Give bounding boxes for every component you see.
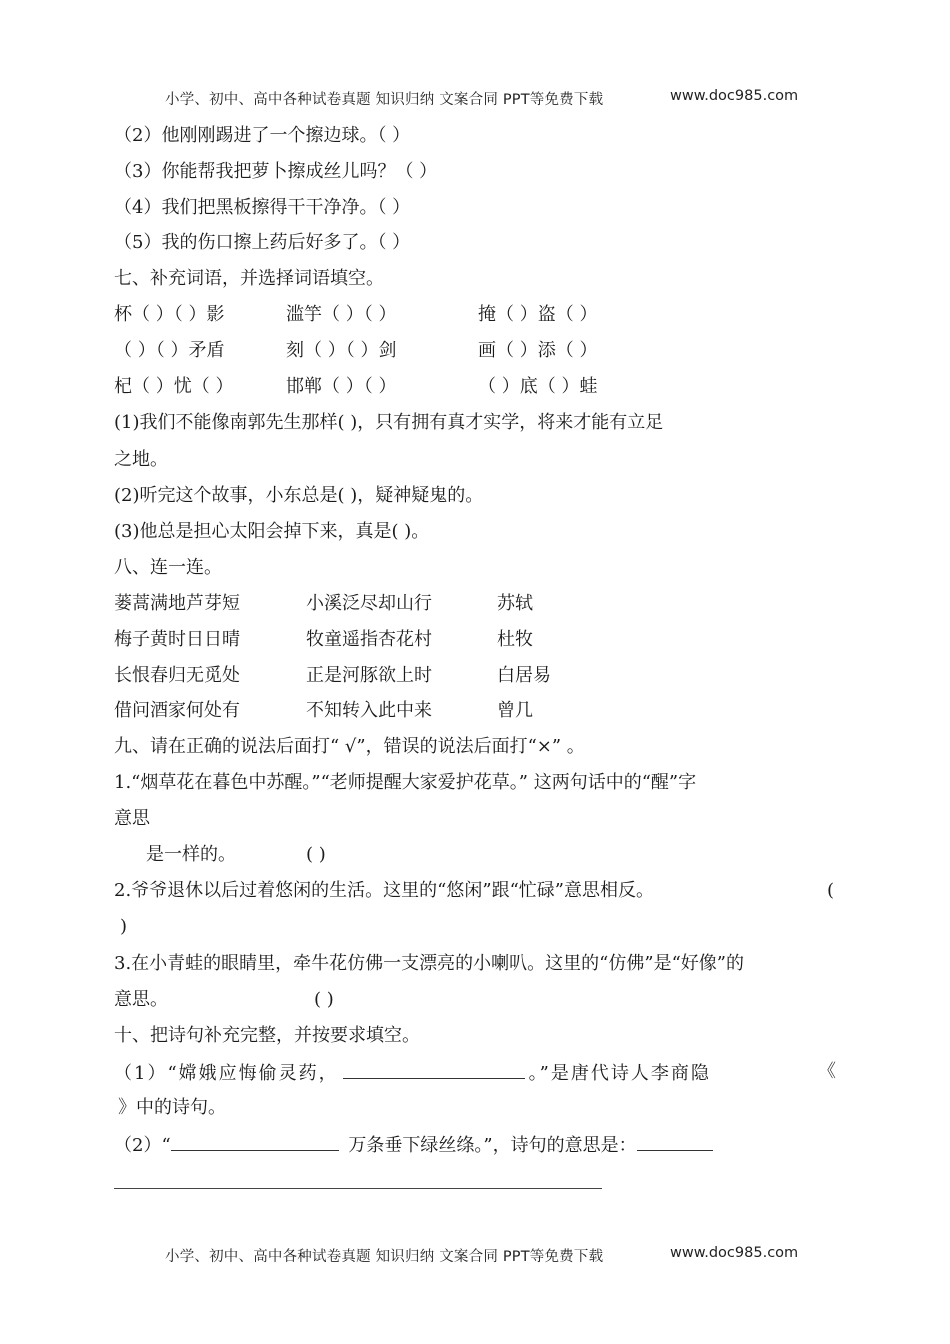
idiom-2: 滥竽（ ）（ ） [286,304,397,325]
poem-line-a2: 梅子黄时日日晴 [114,629,240,650]
header-url: www.doc985.com [670,88,799,104]
sec10-q1-cont: 》中的诗句。 [118,1097,226,1118]
sec7-q1: (1)我们不能像南郭先生那样( )，只有拥有真才实学，将来才能有立足 [114,412,664,433]
sec6-item-2: （2）他刚刚踢进了一个擦边球。（ ） [114,125,411,146]
sec9-q2-answer-open: ( [827,880,835,901]
poet-4: 曾几 [497,700,533,721]
idiom-5: 刻（ ）（ ）剑 [286,340,397,361]
header-text: 小学、初中、高中各种试卷真题 知识归纳 文案合同 PPT等免费下载 [165,92,604,108]
sec9-q1-end: 是一样的。 [146,844,236,865]
poem-line-a4: 借问酒家何处有 [114,700,240,721]
sec10-q1 [114,1060,711,1086]
sec10-title: 十、把诗句补充完整，并按要求填空。 [114,1025,420,1046]
poet-1: 苏轼 [497,593,533,614]
idiom-4: （ ）（ ）矛盾 [114,340,225,361]
idiom-1: 杯（ ）（ ）影 [114,304,225,325]
sec10-q1-title-open: 《 [818,1061,836,1082]
poem-line-b4: 不知转入此中来 [306,700,432,721]
poem-line-b2: 牧童遥指杏花村 [306,629,432,650]
idiom-9: （ ）底（ ）蛙 [478,376,598,397]
meaning-blank-1[interactable] [637,1132,713,1151]
sec6-item-5: （5）我的伤口擦上药后好多了。（ ） [114,232,411,253]
poem-blank-2[interactable] [171,1132,339,1151]
idiom-6: 画（ ）添（ ） [478,340,598,361]
sec6-item-4: （4）我们把黑板擦得干干净净。（ ） [114,197,411,218]
footer-url: www.doc985.com [670,1245,799,1261]
meaning-blank-2[interactable] [114,1188,602,1189]
footer-text: 小学、初中、高中各种试卷真题 知识归纳 文案合同 PPT等免费下载 [165,1249,604,1265]
sec7-q3: (3)他总是担心太阳会掉下来，真是( )。 [114,521,430,542]
poem-blank-1[interactable] [343,1060,525,1079]
sec9-q3-answer: ( ) [314,989,334,1010]
idiom-3: 掩（ ）盗（ ） [478,304,598,325]
sec9-q1: 1.“烟草花在暮色中苏醒。”“老师提醒大家爱护花草。” 这两句话中的“醒”字 [114,772,697,793]
sec7-title: 七、补充词语，并选择词语填空。 [114,268,384,289]
sec10-q2-text-a: （2）“ [114,1135,171,1156]
idiom-8: 邯郸（ ）（ ） [286,376,397,397]
idiom-7: 杞（ ）忧（ ） [114,376,234,397]
sec9-q3-cont: 意思。 [114,989,168,1010]
sec7-q1-cont: 之地。 [114,449,168,470]
poem-line-a3: 长恨春归无觅处 [114,665,240,686]
sec9-q2: 2.爷爷退休以后过着悠闲的生活。这里的“悠闲”跟“忙碌”意思相反。 [114,880,654,901]
sec10-q1-text-b: 。”是唐代诗人李商隐 [528,1063,711,1084]
sec7-q2: (2)听完这个故事，小东总是( )，疑神疑鬼的。 [114,485,484,506]
sec10-q2-text-b: 万条垂下绿丝绦。”，诗句的意思是： [342,1135,637,1156]
sec10-q1-text-a: （1）“嫦娥应悔偷灵药， [114,1063,339,1084]
sec9-q1-answer: ( ) [306,844,326,865]
poem-line-b3: 正是河豚欲上时 [306,665,432,686]
poem-line-a1: 蒌蒿满地芦芽短 [114,593,240,614]
sec9-title: 九、请在正确的说法后面打“ √”，错误的说法后面打“×” 。 [114,736,585,757]
sec9-q3: 3.在小青蛙的眼睛里，牵牛花仿佛一支漂亮的小喇叭。这里的“仿佛”是“好像”的 [114,953,744,974]
sec9-q1-cont: 意思 [114,808,150,829]
poet-3: 白居易 [497,665,551,686]
sec6-item-3: （3）你能帮我把萝卜擦成丝儿吗？（ ） [114,161,438,182]
poet-2: 杜牧 [497,629,533,650]
sec9-q2-answer-close: ) [120,916,128,937]
sec8-title: 八、连一连。 [114,557,222,578]
poem-line-b1: 小溪泛尽却山行 [306,593,432,614]
sec10-q2 [114,1132,713,1158]
